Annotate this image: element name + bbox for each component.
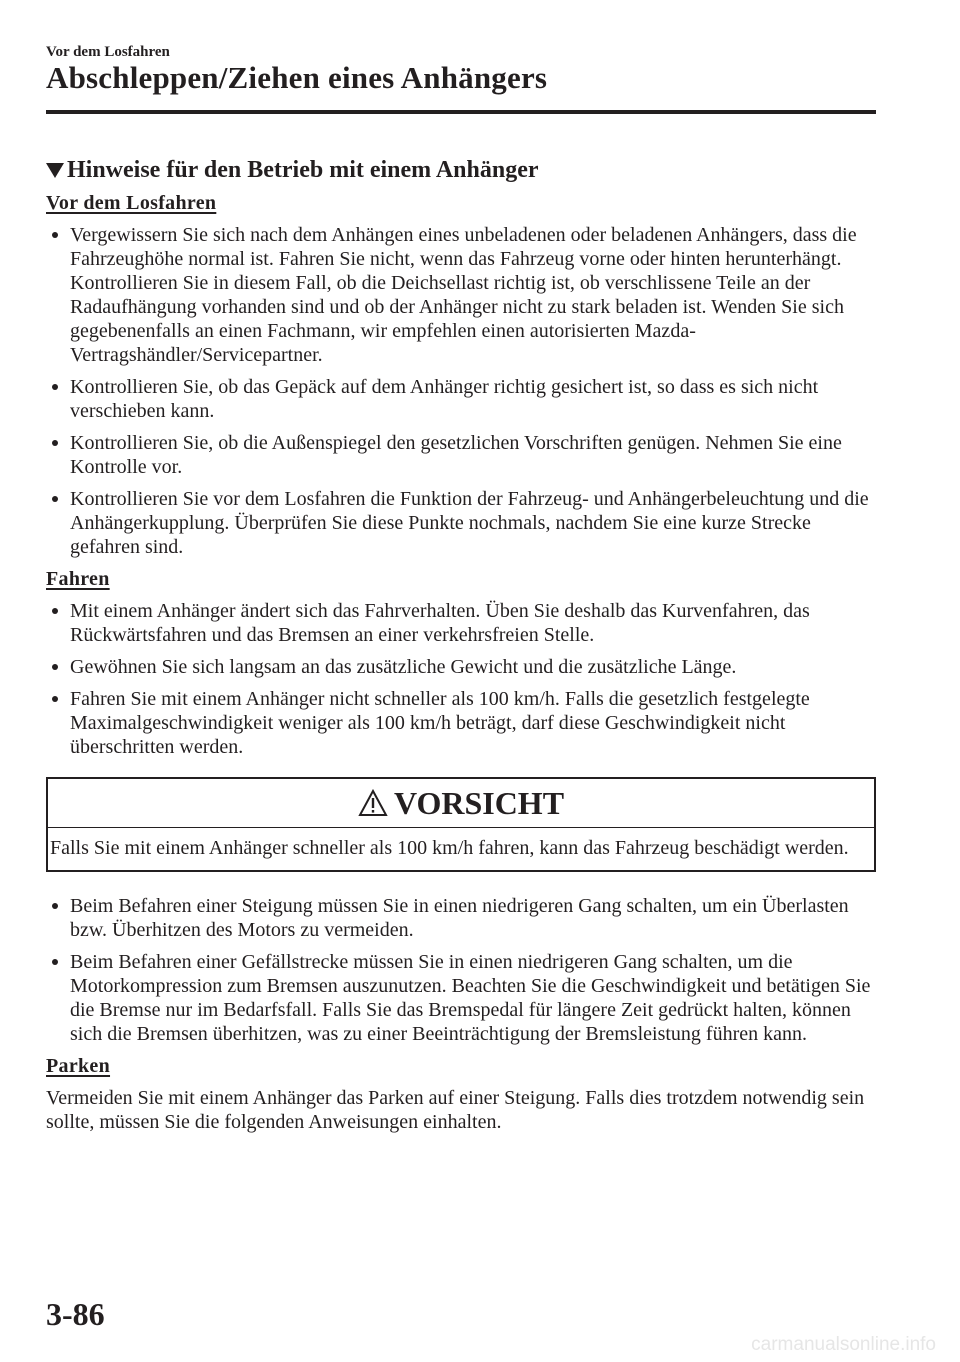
- list-item: [46, 599, 876, 647]
- list-item-text: Mit einem Anhänger ändert sich das Fahrverhalten. Üben Sie deshalb das Kurvenfahren, das Rückwärtsfahren und das Bremsen an einer verkehrsfreien Stelle.: [70, 600, 810, 646]
- caution-text: Falls Sie mit einem Anhänger schneller als 100 km/h fahren, kann das Fahrzeug beschädigt werden.: [50, 837, 849, 859]
- watermark: carmanualsonline.info: [751, 1334, 936, 1355]
- driving-list-continued: [46, 894, 876, 1046]
- list-item: [46, 894, 876, 942]
- list-item-text: Beim Befahren einer Gefällstrecke müssen Sie in einen niedrigeren Gang schalten, um die Motorkompression zum Bremsen auszunutzen. Beachten Sie die Geschwindigkeit und betätigen Sie die Bremse nur im Bedarfsfall. Falls Sie das Bremspedal für längere Zeit gedrückt halten, können sich die Bremsen überhitzen, was zu einer Beeinträchtigung der Bremsleistung führen kann.: [70, 951, 871, 1045]
- bullet-icon: [52, 384, 58, 390]
- page-title: Abschleppen/Ziehen eines Anhängers: [46, 60, 548, 95]
- list-item: [46, 687, 876, 759]
- header-section-label: Vor dem Losfahren: [46, 44, 170, 60]
- list-item-text: Kontrollieren Sie, ob die Außenspiegel den gesetzlichen Vorschriften genügen. Nehmen Sie eine Kontrolle vor.: [70, 432, 842, 478]
- list-item-text: Kontrollieren Sie vor dem Losfahren die Funktion der Fahrzeug- und Anhängerbeleuchtung und die Anhängerkupplung. Überprüfen Sie diese Punkte nochmals, nachdem Sie eine kurze Strecke gefahren sind.: [70, 488, 869, 558]
- caution-header: [48, 779, 874, 828]
- bullet-icon: [52, 903, 58, 909]
- caution-label: VORSICHT: [393, 785, 565, 821]
- header-divider: [46, 110, 876, 114]
- list-item-text: Beim Befahren einer Steigung müssen Sie in einen niedrigeren Gang schalten, um ein Überlasten bzw. Überhitzen des Motors zu vermeiden.: [70, 895, 849, 941]
- section-heading-text: Hinweise für den Betrieb mit einem Anhänger: [67, 157, 539, 183]
- bullet-icon: [52, 440, 58, 446]
- bullet-icon: [52, 232, 58, 238]
- parking-paragraph: Vermeiden Sie mit einem Anhänger das Parken auf einer Steigung. Falls dies trotzdem notwendig sein sollte, müssen Sie die folgenden Anweisungen einhalten.: [46, 1087, 865, 1133]
- list-item-text: Fahren Sie mit einem Anhänger nicht schneller als 100 km/h. Falls die gesetzlich festgelegte Maximalgeschwindigkeit weniger als 100 km/h beträgt, darf diese Geschwindigkeit nicht überschritten werden.: [70, 688, 810, 758]
- list-item: [46, 655, 876, 679]
- subheading-driving: Fahren: [46, 568, 110, 590]
- list-item: [46, 375, 876, 423]
- list-item: [46, 431, 876, 479]
- triangle-down-icon: [46, 163, 64, 178]
- list-item: [46, 487, 876, 559]
- page-number: 3-86: [46, 1296, 105, 1332]
- list-item-text: Gewöhnen Sie sich langsam an das zusätzliche Gewicht und die zusätzliche Länge.: [70, 656, 737, 678]
- list-item-text: Vergewissern Sie sich nach dem Anhängen eines unbeladenen oder beladenen Anhängers, dass die Fahrzeughöhe normal ist. Fahren Sie nicht, wenn das Fahrzeug vorne oder hinten herunterhängt. Kontrollieren Sie in diesem Fall, ob die Deichsellast richtig ist, ob verschlissene Teile an der Radaufhängung vorhanden sind und ob der Anhänger nicht zu stark beladen ist. Wenden Sie sich gegebenenfalls an einen Fachmann, wir empfehlen einen autorisierten Mazda-Vertragshändler/Servicepartner.: [70, 224, 857, 366]
- before-driving-list: [46, 223, 876, 559]
- bullet-icon: [52, 959, 58, 965]
- bullet-icon: [52, 496, 58, 502]
- subheading-before-driving: Vor dem Losfahren: [46, 192, 217, 214]
- subheading-parking: Parken: [46, 1055, 111, 1077]
- main-content: [46, 158, 876, 1134]
- driving-list: [46, 599, 876, 759]
- bullet-icon: [52, 664, 58, 670]
- bullet-icon: [52, 696, 58, 702]
- list-item-text: Kontrollieren Sie, ob das Gepäck auf dem Anhänger richtig gesichert ist, so dass es sich nicht verschieben kann.: [70, 376, 819, 422]
- list-item: [46, 223, 876, 367]
- warning-icon: [358, 789, 388, 817]
- section-heading: [46, 158, 876, 182]
- caution-box: [46, 777, 876, 872]
- bullet-icon: [52, 608, 58, 614]
- list-item: [46, 950, 876, 1046]
